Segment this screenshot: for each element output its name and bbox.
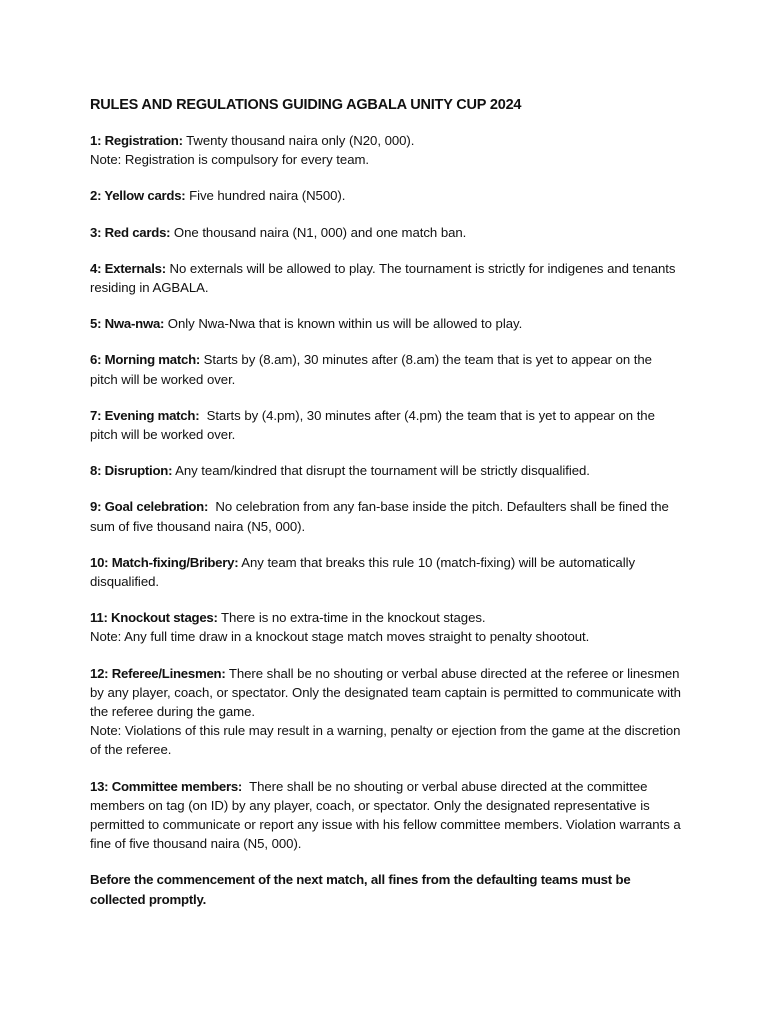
rule-label: 13: Committee members: bbox=[90, 778, 243, 794]
rule-label: 3: Red cards: bbox=[90, 224, 171, 240]
rule-yellow-cards bbox=[90, 186, 682, 205]
rule-label: 4: Externals: bbox=[90, 260, 166, 276]
rule-label: 8: Disruption: bbox=[90, 463, 173, 479]
closing-statement: Before the commencement of the next match, all fines from the defaulting teams must be collected promptly. bbox=[90, 872, 631, 907]
rule-goal-celebration bbox=[90, 497, 682, 535]
rule-text: Only Nwa-Nwa that is known within us will be allowed to play. bbox=[164, 316, 523, 332]
rule-disruption bbox=[90, 461, 682, 480]
document-page bbox=[90, 96, 685, 909]
rule-text: Any team/kindred that disrupt the tournament will be strictly disqualified. bbox=[172, 463, 590, 479]
rule-registration bbox=[90, 131, 682, 169]
rule-text: Five hundred naira (N500). bbox=[185, 188, 346, 204]
rule-text: There is no extra-time in the knockout stages. bbox=[217, 610, 486, 626]
rule-label: 2: Yellow cards: bbox=[90, 188, 186, 204]
rule-label: 1: Registration: bbox=[90, 133, 183, 148]
rule-text: Starts by (4.pm), 30 minutes after (4.pm) the team that is yet to appear on the pitch will be worked over. bbox=[90, 407, 659, 443]
rule-morning-match bbox=[90, 350, 682, 388]
rule-text: There shall be no shouting or verbal abuse directed at the committee members on tag (on ID) by any player, coach, or spectator. Only the designated representative is permitted to communicate or report any issue with his fellow committee members. Violation warrants a fine of five thousand naira (N5, 000). bbox=[90, 778, 685, 852]
rule-label: 11: Knockout stages: bbox=[90, 610, 218, 626]
document-title: RULES AND REGULATIONS GUIDING AGBALA UNITY CUP 2024 bbox=[90, 97, 522, 113]
rule-externals bbox=[90, 259, 682, 297]
rule-label: 6: Morning match: bbox=[90, 352, 201, 368]
rule-text: One thousand naira (N1, 000) and one match ban. bbox=[170, 224, 467, 240]
rule-label: 5: Nwa-nwa: bbox=[90, 316, 165, 332]
rule-text: No celebration from any fan-base inside the pitch. Defaulters shall be fined the sum of five thousand naira (N5, 000). bbox=[90, 499, 673, 534]
rule-text: Starts by (8.am), 30 minutes after (8.am) the team that is yet to appear on the pitch will be worked over. bbox=[90, 352, 652, 387]
rule-note: Note: Any full time draw in a knockout stage match moves straight to penalty shootout. bbox=[90, 629, 590, 645]
rule-label: 10: Match-fixing/Bribery: bbox=[90, 554, 239, 570]
rule-label: 7: Evening match: bbox=[90, 407, 200, 423]
rule-match-fixing bbox=[90, 553, 682, 591]
rule-text: There shall be no shouting or verbal abuse directed at the referee or linesmen by any player, coach, or spectator. Only the designated team captain is permitted to communicate with the referee during the game. bbox=[90, 665, 681, 720]
rule-text: Any team that breaks this rule 10 (match-fixing) will be automatically disqualified. bbox=[90, 554, 636, 590]
rule-red-cards bbox=[90, 223, 682, 242]
rule-text: Twenty thousand naira only (N20, 000). bbox=[182, 133, 415, 148]
rule-note: Note: Registration is compulsory for every team. bbox=[90, 152, 370, 168]
rule-knockout-stages bbox=[90, 608, 682, 646]
rule-text: No externals will be allowed to play. The tournament is strictly for indigenes and tenants residing in AGBALA. bbox=[90, 260, 676, 296]
rule-nwa-nwa bbox=[90, 314, 682, 333]
rule-label: 12: Referee/Linesmen: bbox=[90, 665, 226, 681]
rule-label: 9: Goal celebration: bbox=[90, 499, 209, 515]
rule-committee-members bbox=[90, 777, 685, 854]
rule-note: Note: Violations of this rule may result in a warning, penalty or ejection from the game at the discretion of the referee. bbox=[90, 723, 681, 758]
rule-referee-linesmen bbox=[90, 664, 682, 760]
rule-evening-match bbox=[90, 406, 682, 444]
